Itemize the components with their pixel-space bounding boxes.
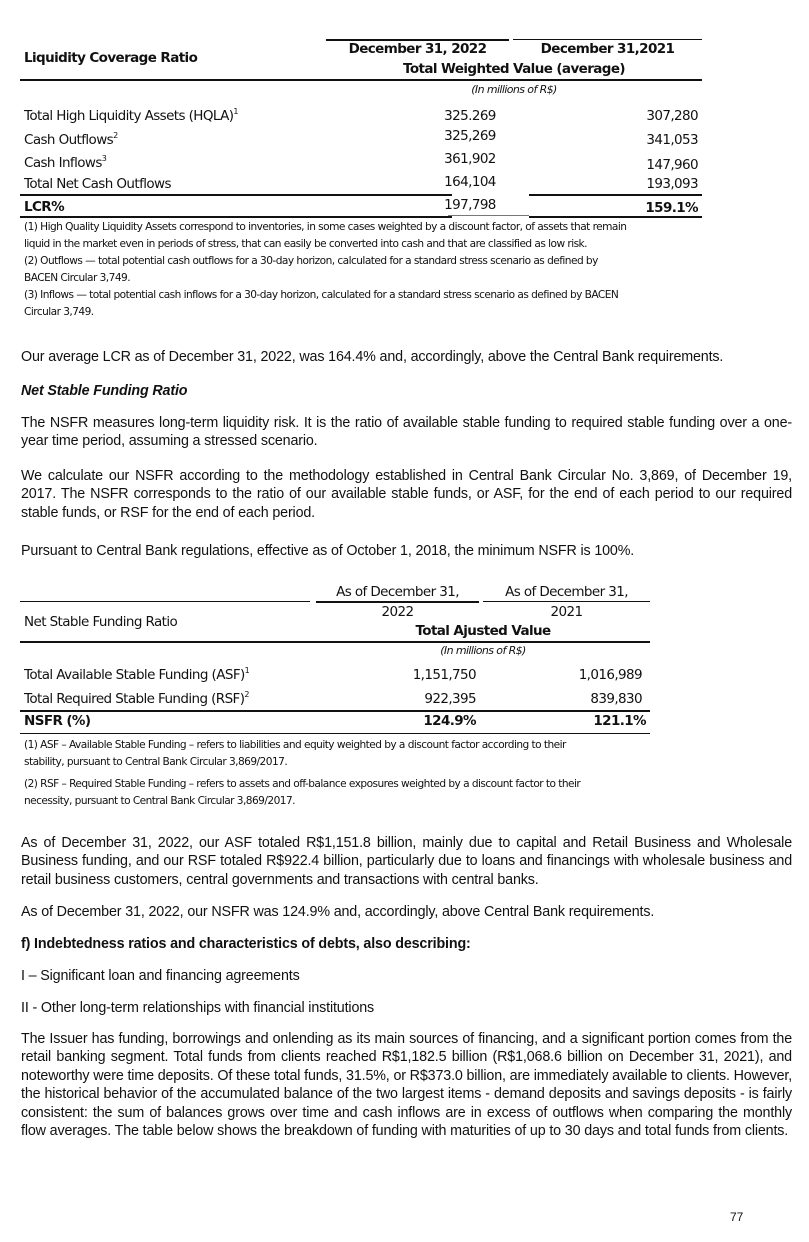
lcr-table-title: Liquidity Coverage Ratio [24,50,198,66]
lcr-row-value-2022: 325.269 [444,108,496,124]
lcr-row-value-2021: 341,053 [646,132,698,148]
lcr-col-header-2022: December 31, 2022 [348,41,487,57]
indebtedness-section-heading: f) Indebtedness ratios and characteristics of debts, also describing: [21,936,471,952]
lcr-total-rule-left [20,194,452,196]
nsfr-col-header-2022-line1: As of December 31, [336,584,459,600]
lcr-footnote-line: BACEN Circular 3,749. [24,272,131,284]
nsfr-total-value-2022: 124.9% [423,713,476,729]
nsfr-method-paragraph: We calculate our NSFR according to the methodology established in Central Bank Circular No. 3,869, of December 19, 2017. The NSFR corresponds to the ratio of our available stable funds, or ASF, for the end of each period to our required stable funds, or RSF for the end of each period. [21,468,792,521]
nsfr-footnote-line: stability, pursuant to Central Bank Circular 3,869/2017. [24,756,288,768]
nsfr-row-value-2022: 1,151,750 [412,667,476,683]
nsfr-total-label: NSFR (%) [24,713,91,729]
lcr-row-value-2022: 164,104 [444,174,496,190]
asf-rsf-summary-paragraph: As of December 31, 2022, our ASF totaled R$1,151.8 billion, mainly due to capital and Retail Business and Wholesale Business funding, and our RSF totaled R$922.4 billion, particularly due to loans and financings with wholesale business and retail business customers, central governments and transactions with central banks. [21,835,792,888]
nsfr-footnotes [24,737,664,810]
lcr-total-label: LCR% [24,199,65,215]
lcr-row-label: Cash Inflows$^3$ [24,154,107,171]
issuer-funding-paragraph: The Issuer has funding, borrowings and onlending as its main sources of financing, and a significant portion comes from the retail banking segment. Total funds from clients reached R$1,182.5 billion (R$1,068.6 billion on December 31, 2021), and noteworthy were time deposits. Of these total funds, 31.5%, or R$373.0 billion, are immediately available to clients. However, the historical behavior of the accumulated balance of the two largest items - demand deposits and savings deposits - is fairly consistent: the sum of balances grows over time and cash inflows are in excess of outflows when comparing the monthly flow averages. The table below shows the breakdown of funding with maturities of up to 30 days and total funds from clients. [21,1031,793,1140]
page-number: 77 [730,1210,744,1224]
lcr-row-value-2021: 147,960 [646,157,698,173]
lcr-row-value-2021: 307,280 [646,108,698,124]
nsfr-header-rule [20,641,650,643]
lcr-bottom-rule-mid [448,215,529,216]
nsfr-subheader: Total Ajusted Value [415,623,551,639]
nsfr-row-label: Total Required Stable Funding (RSF)$^2$ [24,690,249,707]
lcr-row-value-2022: 325,269 [444,128,496,144]
list-item-long-term-relationships: II - Other long-term relationships with financial institutions [21,1000,375,1016]
nsfr-row-label: Total Available Stable Funding (ASF)$^1$ [24,666,250,683]
nsfr-total-rule [20,710,650,712]
nsfr-minimum-paragraph: Pursuant to Central Bank regulations, effective as of October 1, 2018, the minimum NSFR is 100%. [21,543,635,559]
nsfr-header-rule-2021 [483,601,650,602]
nsfr-footnote-line: necessity, pursuant to Central Bank Circular 3,869/2017. [24,795,295,807]
lcr-row-label: Cash Outflows$^2$ [24,131,118,148]
nsfr-row-value-2021: 839,830 [590,691,642,707]
lcr-total-value-2021: 159.1% [645,200,698,216]
nsfr-bottom-rule [20,733,650,734]
nsfr-units: (In millions of R$) [440,644,526,657]
nsfr-footnote-line: (1) ASF – Available Stable Funding – refers to liabilities and equity weighted by a discount factor according to their [24,739,566,751]
lcr-total-value-2022: 197,798 [444,197,496,213]
lcr-row-label: Total Net Cash Outflows [24,176,171,192]
nsfr-header-rule-2022 [316,601,479,603]
nsfr-header-rule-label [20,601,310,602]
lcr-row-label: Total High Liquidity Assets (HQLA)$^1$ [24,107,238,124]
lcr-footnote-line: liquid in the market even in periods of stress, that can easily be converted into cash and that are classified as low risk. [24,238,587,250]
lcr-units: (In millions of R$) [471,83,557,96]
lcr-summary-paragraph: Our average LCR as of December 31, 2022, was 164.4% and, accordingly, above the Central Bank requirements. [21,349,724,365]
nsfr-col-header-2021-line1: As of December 31, [505,584,628,600]
lcr-header-rule [20,79,702,81]
lcr-total-rule-right [529,194,702,196]
nsfr-footnote-line: (2) RSF – Required Stable Funding – refers to assets and off-balance exposures weighted by a discount factor to their [24,778,581,790]
nsfr-row-value-2022: 922,395 [424,691,476,707]
lcr-footnotes [24,219,704,321]
nsfr-summary-paragraph: As of December 31, 2022, our NSFR was 124.9% and, accordingly, above Central Bank requirements. [21,904,655,920]
lcr-footnote-line: (1) High Quality Liquidity Assets correspond to inventories, in some cases weighted by a discount factor, of assets that remain [24,221,627,233]
lcr-col-header-2021: December 31,2021 [540,41,675,57]
nsfr-col-header-2022-line2: 2022 [381,604,414,620]
nsfr-table-title: Net Stable Funding Ratio [24,614,178,630]
lcr-bottom-rule-left [20,216,452,218]
lcr-subheader: Total Weighted Value (average) [403,61,625,77]
lcr-header-rule-2021 [513,39,702,40]
lcr-row-value-2022: 361,902 [444,151,496,167]
lcr-footnote-line: Circular 3,749. [24,306,94,318]
nsfr-definition-paragraph: The NSFR measures long-term liquidity risk. It is the ratio of available stable funding to required stable funding over a one-year time period, assuming a stressed scenario. [21,415,792,450]
nsfr-section-heading: Net Stable Funding Ratio [21,383,188,399]
nsfr-total-value-2021: 121.1% [593,713,646,729]
nsfr-row-value-2021: 1,016,989 [578,667,642,683]
lcr-footnote-line: (2) Outflows — total potential cash outflows for a 30-day horizon, calculated for a standard stress scenario as defined by [24,255,598,267]
lcr-footnote-line: (3) Inflows — total potential cash inflows for a 30-day horizon, calculated for a standard stress scenario as defined by BACEN [24,289,619,301]
lcr-row-value-2021: 193,093 [646,176,698,192]
list-item-significant-loans: I – Significant loan and financing agreements [21,968,300,984]
lcr-bottom-rule-right [529,216,702,218]
nsfr-col-header-2021-line2: 2021 [550,604,583,620]
